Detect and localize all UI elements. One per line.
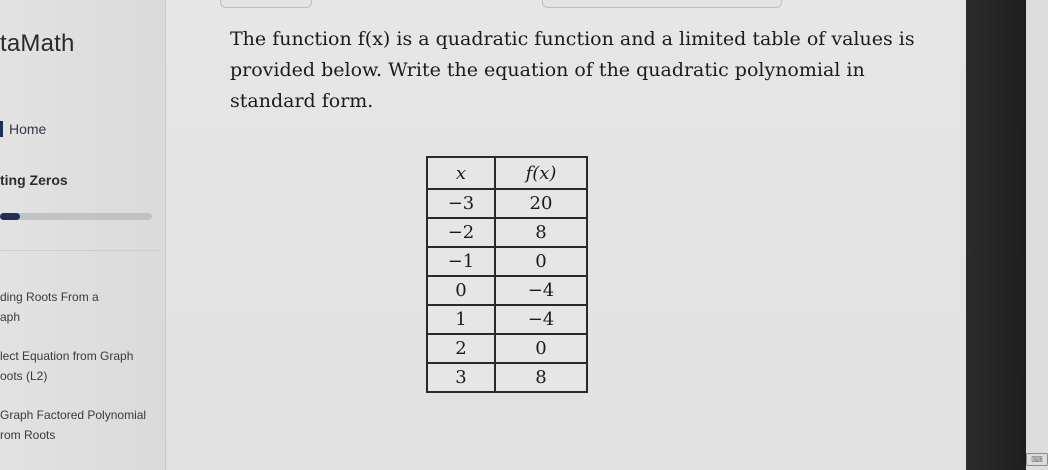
fx-value-cell: 20 (495, 189, 587, 218)
column-header-x: x (427, 157, 495, 189)
question-text (230, 24, 930, 117)
fx-value-cell: 0 (495, 334, 587, 363)
question-line-2: provided below. Write the equation of the quadratic polynomial in (230, 59, 865, 81)
sidebar-item-label: ding Roots From a (0, 290, 99, 304)
x-value-cell: −3 (427, 189, 495, 218)
sidebar-item-graph-factored-polynomial[interactable] (0, 405, 160, 445)
sidebar (0, 0, 166, 470)
table-header-row (427, 157, 587, 189)
current-lesson-title[interactable]: ting Zeros (0, 172, 68, 188)
sidebar-item-select-equation-from-graph[interactable] (0, 346, 160, 386)
table-row (427, 218, 587, 247)
table-row (427, 334, 587, 363)
x-value-cell: 2 (427, 334, 495, 363)
sidebar-item-label: Graph Factored Polynomial (0, 408, 147, 422)
fx-value-cell: −4 (495, 276, 587, 305)
table-row (427, 276, 587, 305)
x-value-cell: 0 (427, 276, 495, 305)
sidebar-item-finding-roots-from-graph[interactable] (0, 287, 160, 327)
sidebar-item-label: lect Equation from Graph (0, 349, 134, 363)
question-panel (166, 0, 1043, 470)
fx-value-cell: 8 (495, 363, 587, 392)
sidebar-divider (0, 250, 160, 251)
screen-bezel (966, 0, 1026, 470)
lesson-progress-bar (0, 213, 152, 220)
table-row (427, 189, 587, 218)
x-value-cell: 3 (427, 363, 495, 392)
fx-value-cell: −4 (495, 305, 587, 334)
table-row (427, 247, 587, 276)
sidebar-item-label-continued: rom Roots (0, 428, 56, 442)
sidebar-item-label-continued: aph (0, 310, 21, 324)
keyboard-icon[interactable]: ⌨ (1026, 453, 1048, 466)
fx-value-cell: 0 (495, 247, 587, 276)
fx-value-cell: 8 (495, 218, 587, 247)
x-value-cell: −1 (427, 247, 495, 276)
top-tab-left[interactable] (220, 0, 312, 8)
x-value-cell: −2 (427, 218, 495, 247)
question-line-3: standard form. (230, 90, 374, 112)
lesson-progress-fill (0, 213, 20, 220)
values-table (426, 156, 588, 393)
table-row (427, 363, 587, 392)
x-value-cell: 1 (427, 305, 495, 334)
column-header-fx: f(x) (495, 157, 587, 189)
brand-logo-text: taMath (0, 30, 75, 57)
sidebar-item-label-continued: oots (L2) (0, 369, 48, 383)
top-tab-right[interactable] (542, 0, 782, 8)
nav-home-link[interactable]: Home (0, 121, 46, 137)
table-row (427, 305, 587, 334)
question-line-1: The function f(x) is a quadratic function and a limited table of values is (230, 28, 915, 50)
